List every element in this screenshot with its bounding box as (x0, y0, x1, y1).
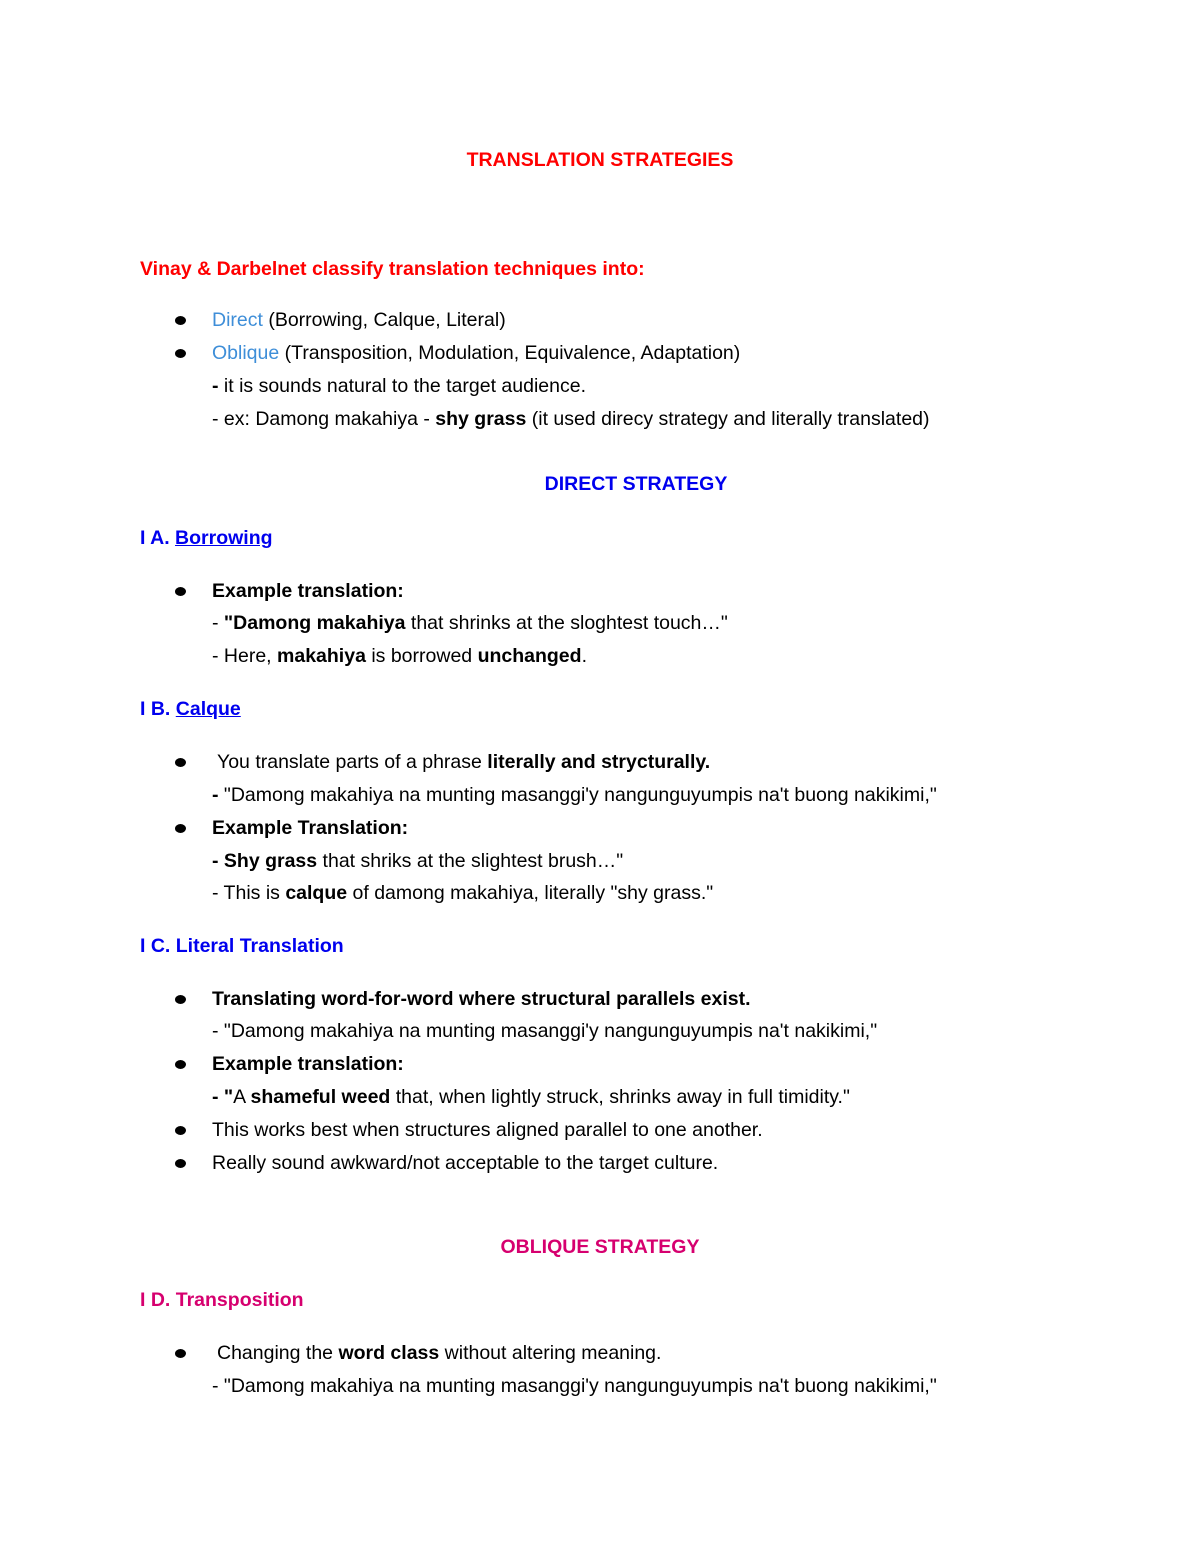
borrowing-note-line (212, 643, 587, 669)
literal-bullet-description: Translating word-for-word where structural parallels exist. (212, 988, 751, 1010)
literal-bullet-parallel: This works best when structures aligned parallel to one another. (212, 1119, 763, 1141)
line-bold: - Shy grass (212, 850, 318, 872)
line-post: . (581, 645, 587, 667)
page-title: TRANSLATION STRATEGIES (466, 149, 734, 171)
line-pre: - Here, (212, 645, 278, 667)
bullet-icon (175, 1349, 186, 1358)
line-pre: You translate parts of a phrase (217, 751, 488, 773)
line-bold: "Damong makahiya (223, 612, 406, 634)
line-bold: word class (338, 1342, 440, 1364)
borrowing-bullet-example: Example translation: (212, 580, 404, 602)
line-post: without altering meaning. (439, 1342, 662, 1364)
oblique-example-pre: - ex: Damong makahiya - (212, 408, 436, 430)
line-post: of damong makahiya, literally "shy grass." (347, 882, 714, 904)
oblique-example (212, 406, 930, 432)
line-post: that shriks at the slightest brush…" (317, 850, 624, 872)
line-text: "Damong makahiya na munting masanggi'y nangunguyumpis na't buong nakikimi," (218, 784, 937, 806)
calque-label: Calque (175, 698, 241, 720)
direct-strategy-heading: DIRECT STRATEGY (544, 473, 728, 495)
literal-example-line (212, 1084, 850, 1110)
section-borrowing-heading (140, 525, 273, 551)
oblique-label: Oblique (212, 342, 280, 364)
line-bold: - " (212, 1086, 234, 1108)
calque-note-line (212, 880, 713, 906)
list-item-oblique (212, 340, 740, 366)
bullet-icon (175, 316, 186, 325)
line-bold: calque (285, 882, 348, 904)
oblique-example-post: (it used direcy strategy and literally translated) (526, 408, 930, 430)
section-calque-heading (140, 696, 241, 722)
line-pre: - (212, 612, 224, 634)
intro-heading: Vinay & Darbelnet classify translation techniques into: (140, 258, 645, 280)
direct-detail: (Borrowing, Calque, Literal) (262, 309, 506, 331)
section-transposition-heading: I D. Transposition (140, 1289, 304, 1311)
literal-bullet-awkward: Really sound awkward/not acceptable to the target culture. (212, 1152, 719, 1174)
oblique-example-bold: shy grass (435, 408, 527, 430)
borrowing-label: Borrowing (175, 527, 273, 549)
transposition-source-line: - "Damong makahiya na munting masanggi'y nangunguyumpis na't buong nakikimi," (212, 1375, 937, 1397)
line-post: that, when lightly struck, shrinks away in full timidity." (390, 1086, 850, 1108)
bullet-icon (175, 995, 186, 1004)
line-mid: A (233, 1086, 251, 1108)
line-post: that shrinks at the sloghtest touch…" (405, 612, 728, 634)
calque-bullet-example: Example Translation: (212, 817, 409, 839)
bullet-icon (175, 587, 186, 596)
borrowing-example-line (212, 610, 728, 636)
bullet-icon (175, 824, 186, 833)
line-mid: is borrowed (365, 645, 478, 667)
calque-source-line (212, 782, 937, 808)
section-prefix: I B. (140, 698, 176, 720)
section-literal-heading: I C. Literal Translation (140, 935, 344, 957)
line-pre: - This is (212, 882, 286, 904)
oblique-note-text: it is sounds natural to the target audience. (218, 375, 586, 397)
bullet-icon (175, 349, 186, 358)
bullet-icon (175, 1126, 186, 1135)
oblique-strategy-heading: OBLIQUE STRATEGY (500, 1236, 700, 1258)
line-bold: unchanged (477, 645, 582, 667)
list-item-direct (212, 307, 506, 333)
calque-bullet-description (217, 749, 710, 775)
transposition-bullet-description (217, 1340, 661, 1366)
bullet-icon (175, 758, 186, 767)
oblique-detail: (Transposition, Modulation, Equivalence, Adaptation) (279, 342, 741, 364)
bullet-icon (175, 1159, 186, 1168)
section-prefix: I A. (140, 527, 176, 549)
line-bold: makahiya (277, 645, 366, 667)
oblique-note-dash: - (212, 375, 219, 397)
line-dash: - (212, 784, 219, 806)
literal-bullet-example: Example translation: (212, 1053, 404, 1075)
literal-source-line: - "Damong makahiya na munting masanggi'y nangunguyumpis na't nakikimi," (212, 1020, 878, 1042)
bullet-icon (175, 1060, 186, 1069)
line-bold: shameful weed (250, 1086, 391, 1108)
calque-example-line (212, 848, 623, 874)
line-pre: Changing the (217, 1342, 339, 1364)
line-bold: literally and strycturally. (487, 751, 711, 773)
oblique-note (212, 373, 586, 399)
direct-label: Direct (212, 309, 263, 331)
